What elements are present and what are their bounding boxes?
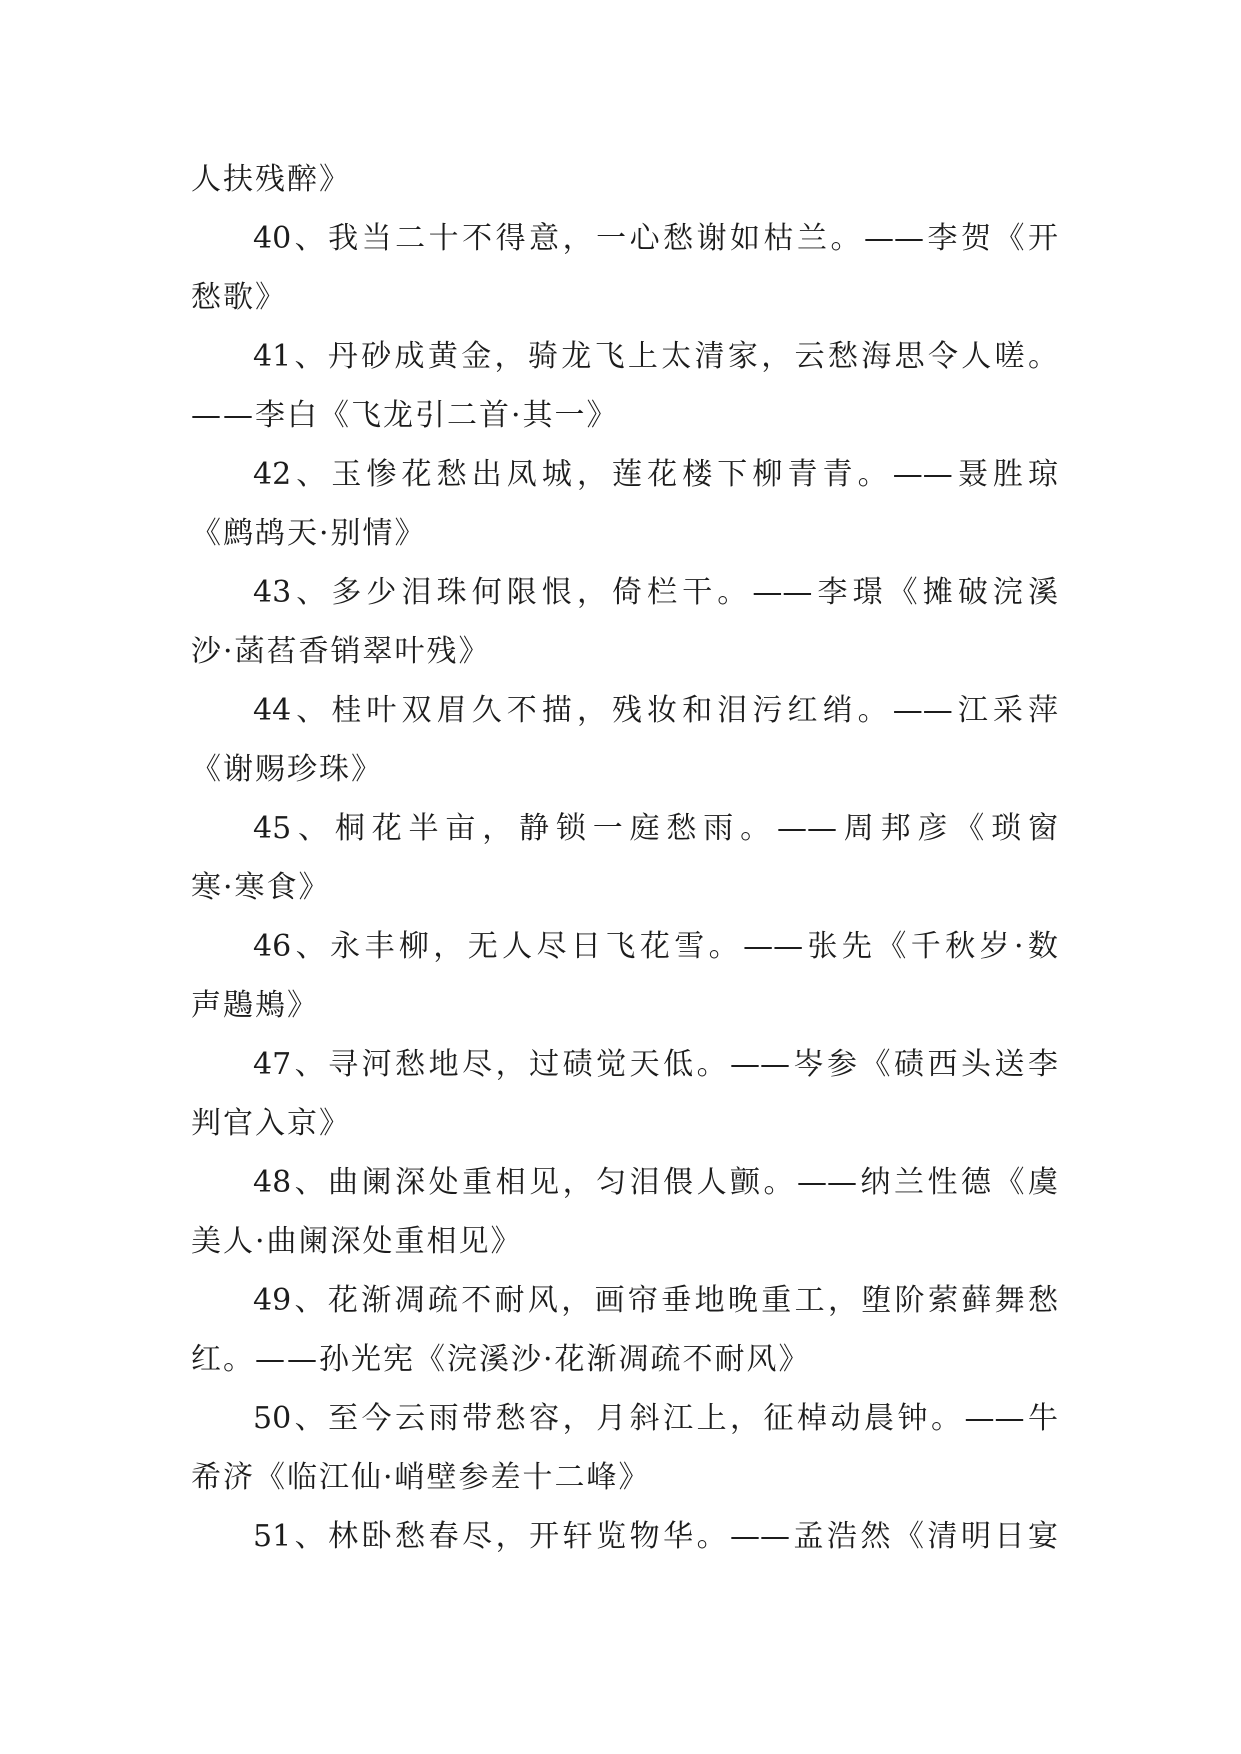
quote-entry-40: [191, 209, 1058, 327]
text-line: 《鹧鸪天·别情》: [191, 516, 427, 551]
quote-entry-44: [191, 681, 1058, 799]
quote-entry-51: [191, 1507, 1058, 1566]
quote-entry-49: [191, 1271, 1058, 1389]
text-line: 40、我当二十不得意，一心愁谢如枯兰。——李贺《开: [253, 221, 1058, 256]
text-line: ——李白《飞龙引二首·其一》: [191, 398, 619, 433]
text-line: 45、桐花半亩，静锁一庭愁雨。——周邦彦《琐窗: [253, 811, 1058, 846]
continued-entry: [191, 150, 1058, 209]
quote-entry-50: [191, 1389, 1058, 1507]
quote-entry-41: [191, 327, 1058, 445]
quote-entry-42: [191, 445, 1058, 563]
text-line: 49、花渐凋疏不耐风，画帘垂地晚重工，堕阶萦藓舞愁: [253, 1283, 1058, 1318]
text-line: 《谢赐珍珠》: [191, 752, 383, 787]
text-line: 人扶残醉》: [191, 162, 351, 197]
text-line: 47、寻河愁地尽，过碛觉天低。——岑参《碛西头送李: [253, 1047, 1058, 1082]
quote-entry-46: [191, 917, 1058, 1035]
text-line: 42、玉惨花愁出凤城，莲花楼下柳青青。——聂胜琼: [253, 457, 1058, 492]
text-line: 51、林卧愁春尽，开轩览物华。——孟浩然《清明日宴: [253, 1519, 1058, 1554]
text-line: 44、桂叶双眉久不描，残妆和泪污红绡。——江采萍: [253, 693, 1058, 728]
text-line: 美人·曲阑深处重相见》: [191, 1224, 523, 1259]
text-line: 判官入京》: [191, 1106, 351, 1141]
text-line: 希济《临江仙·峭壁参差十二峰》: [191, 1460, 651, 1495]
quote-entry-45: [191, 799, 1058, 917]
text-line: 48、曲阑深处重相见，匀泪偎人颤。——纳兰性德《虞: [253, 1165, 1058, 1200]
quote-entry-48: [191, 1153, 1058, 1271]
text-line: 愁歌》: [191, 280, 287, 315]
quote-entry-43: [191, 563, 1058, 681]
text-line: 寒·寒食》: [191, 870, 331, 905]
body-text: [191, 150, 1058, 1566]
text-line: 46、永丰柳，无人尽日飞花雪。——张先《千秋岁·数: [253, 929, 1058, 964]
text-line: 41、丹砂成黄金，骑龙飞上太清家，云愁海思令人嗟。: [253, 339, 1058, 374]
text-line: 声鶗鴂》: [191, 988, 319, 1023]
quote-entry-47: [191, 1035, 1058, 1153]
text-line: 红。——孙光宪《浣溪沙·花渐凋疏不耐风》: [191, 1342, 811, 1377]
text-line: 43、多少泪珠何限恨，倚栏干。——李璟《摊破浣溪: [253, 575, 1058, 610]
text-line: 沙·菡萏香销翠叶残》: [191, 634, 491, 669]
text-line: 50、至今云雨带愁容，月斜江上，征棹动晨钟。——牛: [253, 1401, 1058, 1436]
